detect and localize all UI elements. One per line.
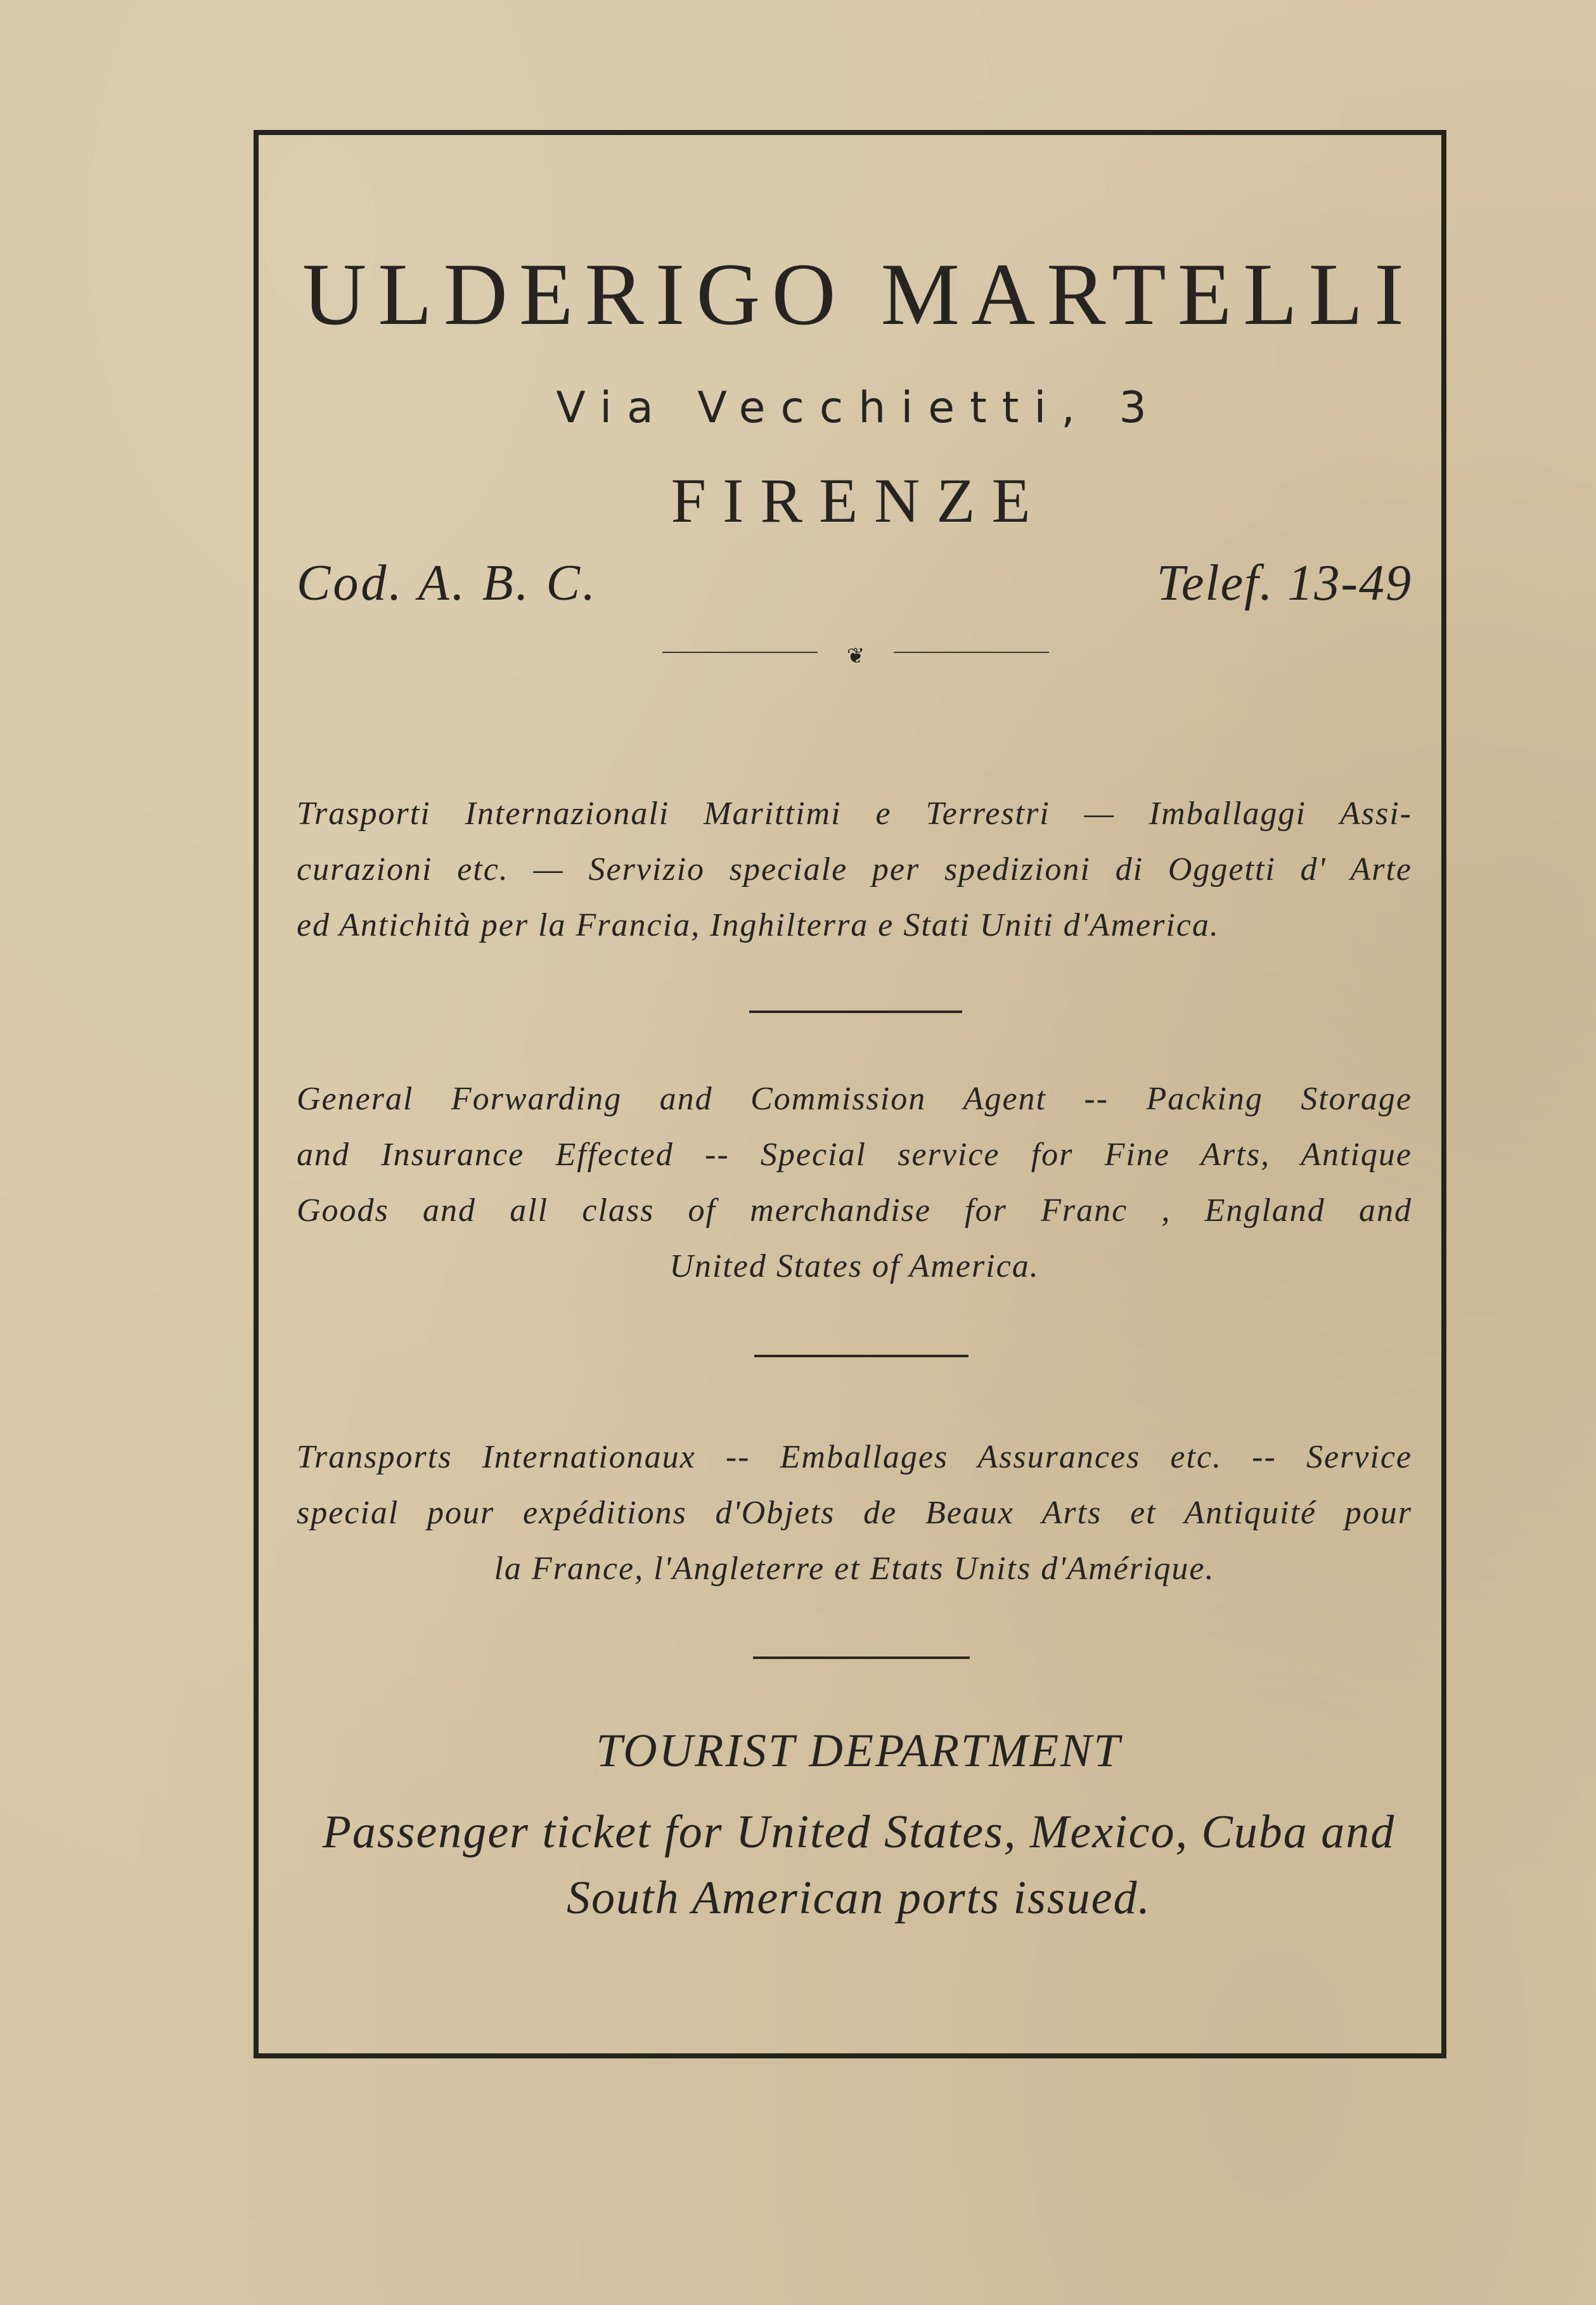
french-paragraph <box>297 1430 1412 1597</box>
paragraph-line: la France, l'Angleterre et Etats Units d'Amérique. <box>494 1551 1215 1587</box>
italian-paragraph <box>297 786 1412 953</box>
paragraph-line: ed Antichità per la Francia, Inghilterra e Stati Uniti d'America. <box>297 907 1220 943</box>
ornament-line-right <box>894 652 1049 653</box>
paragraph-line: Trasporti Internazionali Marittimi e Terrestri — Imballaggi Assi- <box>297 796 1412 832</box>
street-address: Via Vecchietti, 3 <box>556 383 1162 433</box>
paragraph-line: curazioni etc. — Servizio speciale per spedizioni di Oggetti d' Arte <box>297 851 1412 888</box>
tourist-heading: TOURIST DEPARTMENT <box>596 1725 1122 1777</box>
tourist-line: South American ports issued. <box>566 1872 1152 1924</box>
telegraph-code: Cod. A. B. C. <box>297 555 598 611</box>
paragraph-line: Goods and all class of merchandise for Franc , England and <box>297 1192 1412 1229</box>
section-rule <box>749 1010 962 1013</box>
ornament-flourish-icon: ❦ <box>846 643 865 669</box>
paragraph-line: Transports Internationaux -- Emballages Assurances etc. -- Service <box>297 1439 1412 1475</box>
city: FIRENZE <box>671 465 1047 536</box>
company-name: ULDERIGO MARTELLI <box>302 245 1415 344</box>
paragraph-line: United States of America. <box>669 1248 1039 1284</box>
telephone: Telef. 13-49 <box>1156 555 1412 611</box>
ornamental-divider <box>662 645 1049 677</box>
paragraph-line: General Forwarding and Commission Agent -- Packing Storage <box>297 1081 1412 1117</box>
paragraph-line: special pour expéditions d'Objets de Beaux Arts et Antiquité pour <box>297 1495 1412 1531</box>
section-rule <box>753 1656 970 1659</box>
paragraph-line: and Insurance Effected -- Special service for Fine Arts, Antique <box>297 1137 1412 1173</box>
tourist-text <box>273 1799 1445 1931</box>
section-rule <box>754 1355 969 1357</box>
tourist-line: Passenger ticket for United States, Mexico, Cuba and <box>322 1806 1396 1858</box>
english-paragraph <box>297 1071 1412 1295</box>
